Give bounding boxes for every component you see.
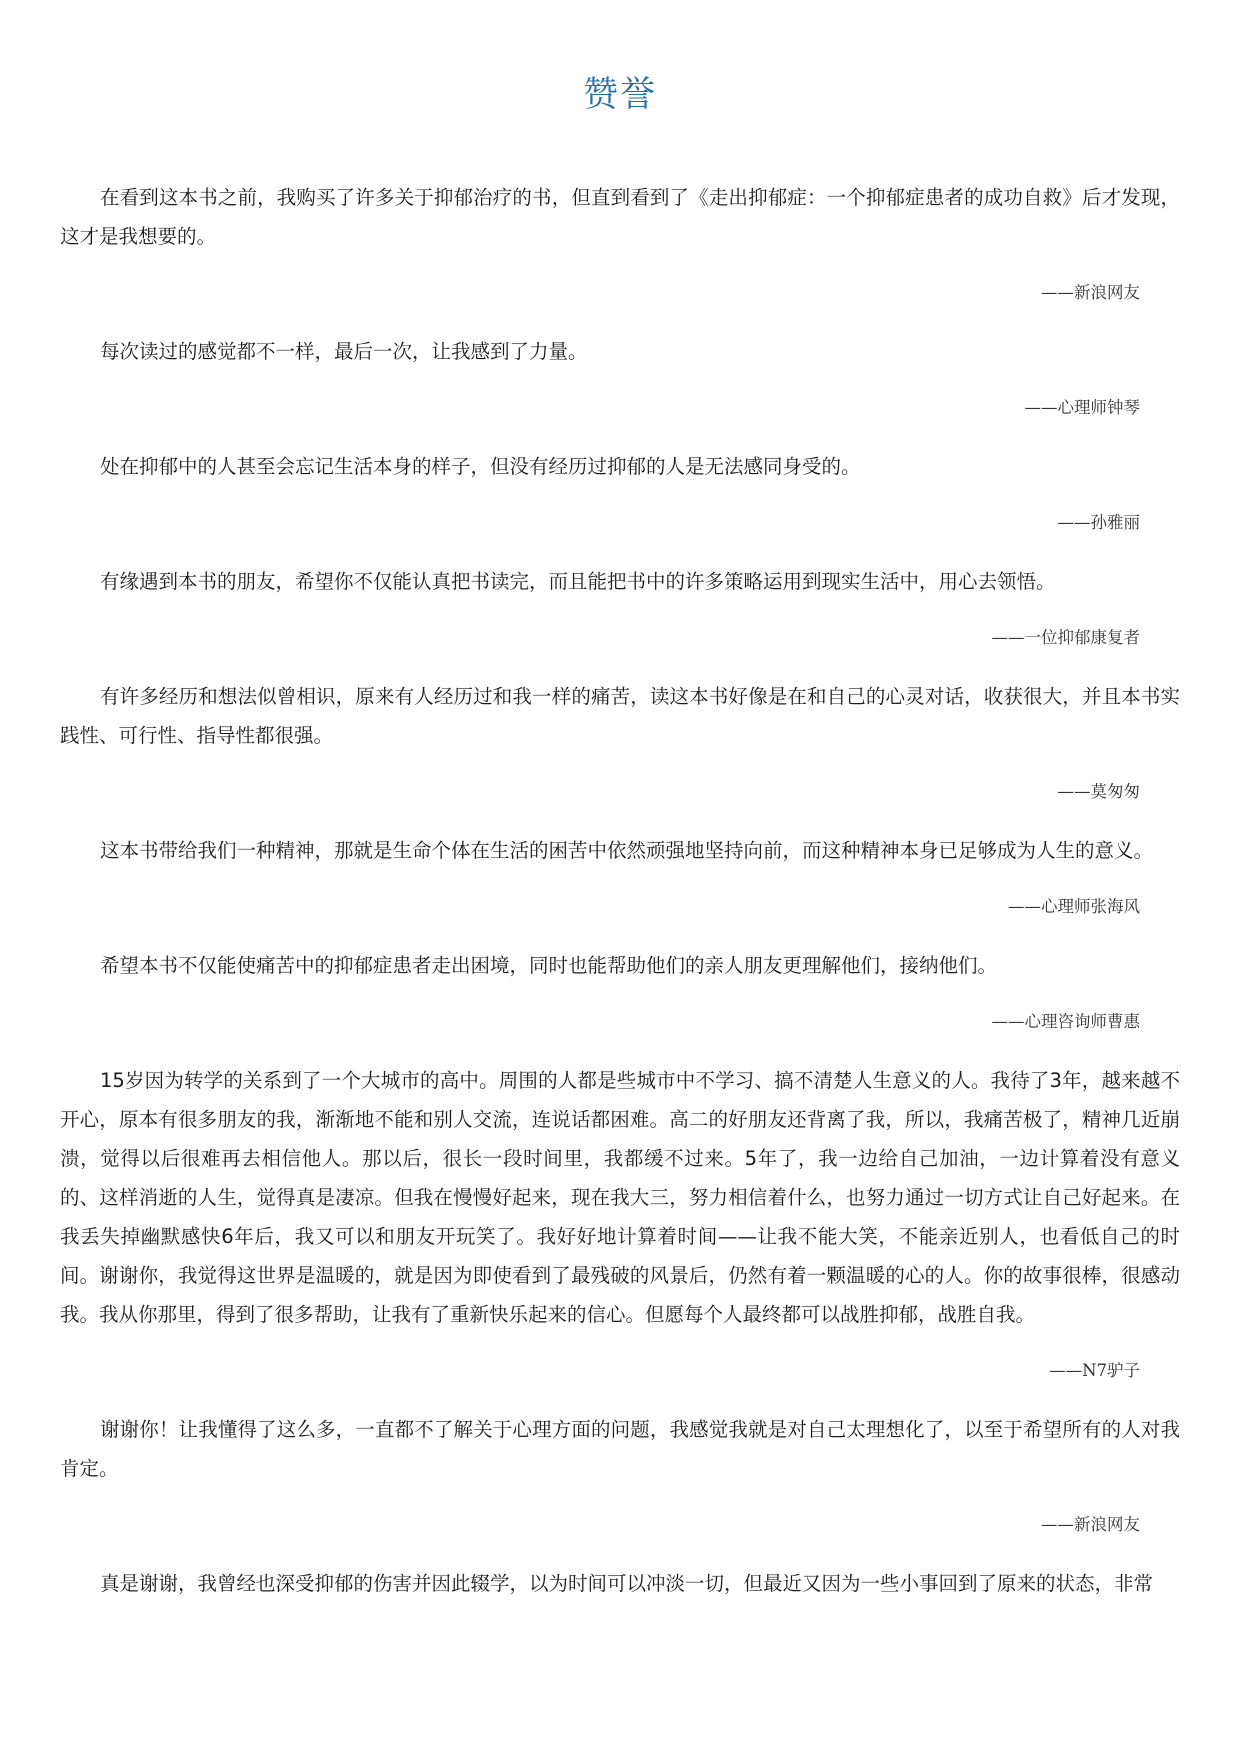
testimonial-4 bbox=[60, 562, 1180, 650]
testimonial-quote: 谢谢你！让我懂得了这么多，一直都不了解关于心理方面的问题，我感觉我就是对自己太理想化了，以至于希望所有的人对我肯定。 bbox=[60, 1418, 1180, 1480]
testimonial-2 bbox=[60, 332, 1180, 420]
testimonial-attribution: ——一位抑郁康复者 bbox=[991, 628, 1140, 647]
page-title: 赞誉 bbox=[582, 75, 657, 115]
testimonial-attribution: ——莫匆匆 bbox=[1057, 782, 1140, 801]
testimonial-1 bbox=[60, 178, 1180, 305]
testimonial-attribution: ——孙雅丽 bbox=[1057, 513, 1140, 532]
testimonial-quote: 这本书带给我们一种精神，那就是生命个体在生活的困苦中依然顽强地坚持向前，而这种精神本身已足够成为人生的意义。 bbox=[100, 839, 1154, 862]
testimonial-3 bbox=[60, 447, 1180, 535]
testimonial-quote: 真是谢谢，我曾经也深受抑郁的伤害并因此辍学，以为时间可以冲淡一切，但最近又因为一些小事回到了原来的状态，非常 bbox=[100, 1572, 1154, 1595]
testimonial-attribution: ——新浪网友 bbox=[1041, 1515, 1140, 1534]
testimonial-quote: 15岁因为转学的关系到了一个大城市的高中。周围的人都是些城市中不学习、搞不清楚人生意义的人。我待了3年，越来越不开心，原本有很多朋友的我，渐渐地不能和别人交流，连说话都困难。高二的好朋友还背离了我，所以，我痛苦极了，精神几近崩溃，觉得以后很难再去相信他人。那以后，很长一段时间里，我都缓不过来。5年了，我一边给自己加油，一边计算着没有意义的、这样消逝的人生，觉得真是凄凉。但我在慢慢好起来，现在我大三，努力相信着什么，也努力通过一切方式让自己好起来。在我丢失掉幽默感快6年后，我又可以和朋友开玩笑了。我好好地计算着时间——让我不能大笑，不能亲近别人，也看低自己的时间。谢谢你，我觉得这世界是温暖的，就是因为即使看到了最残破的风景后，仍然有着一颗温暖的心的人。你的故事很棒，很感动我。我从你那里，得到了很多帮助，让我有了重新快乐起来的信心。但愿每个人最终都可以战胜抑郁，战胜自我。 bbox=[60, 1069, 1180, 1326]
testimonial-quote: 在看到这本书之前，我购买了许多关于抑郁治疗的书，但直到看到了《走出抑郁症：一个抑郁症患者的成功自救》后才发现，这才是我想要的。 bbox=[60, 186, 1180, 248]
testimonial-attribution: ——心理师钟琴 bbox=[1024, 398, 1140, 417]
testimonial-9 bbox=[60, 1410, 1180, 1537]
testimonial-attribution: ——新浪网友 bbox=[1041, 283, 1140, 302]
testimonial-6 bbox=[60, 831, 1180, 919]
testimonial-attribution: ——心理咨询师曹惠 bbox=[991, 1012, 1140, 1031]
testimonial-quote: 希望本书不仅能使痛苦中的抑郁症患者走出困境，同时也能帮助他们的亲人朋友更理解他们，接纳他们。 bbox=[100, 954, 998, 977]
testimonial-quote: 处在抑郁中的人甚至会忘记生活本身的样子，但没有经历过抑郁的人是无法感同身受的。 bbox=[100, 455, 861, 478]
testimonial-7 bbox=[60, 946, 1180, 1034]
testimonial-list bbox=[60, 120, 1180, 1603]
testimonial-quote: 有许多经历和想法似曾相识，原来有人经历过和我一样的痛苦，读这本书好像是在和自己的心灵对话，收获很大，并且本书实践性、可行性、指导性都很强。 bbox=[60, 685, 1180, 747]
testimonial-quote: 每次读过的感觉都不一样，最后一次，让我感到了力量。 bbox=[100, 340, 588, 363]
testimonial-attribution: ——心理师张海风 bbox=[1008, 897, 1140, 916]
testimonial-10 bbox=[60, 1564, 1180, 1603]
testimonial-8 bbox=[60, 1061, 1180, 1383]
testimonial-quote: 有缘遇到本书的朋友，希望你不仅能认真把书读完，而且能把书中的许多策略运用到现实生活中，用心去领悟。 bbox=[100, 570, 1056, 593]
testimonial-5 bbox=[60, 677, 1180, 804]
testimonial-attribution: ——N7驴子 bbox=[1049, 1361, 1140, 1380]
